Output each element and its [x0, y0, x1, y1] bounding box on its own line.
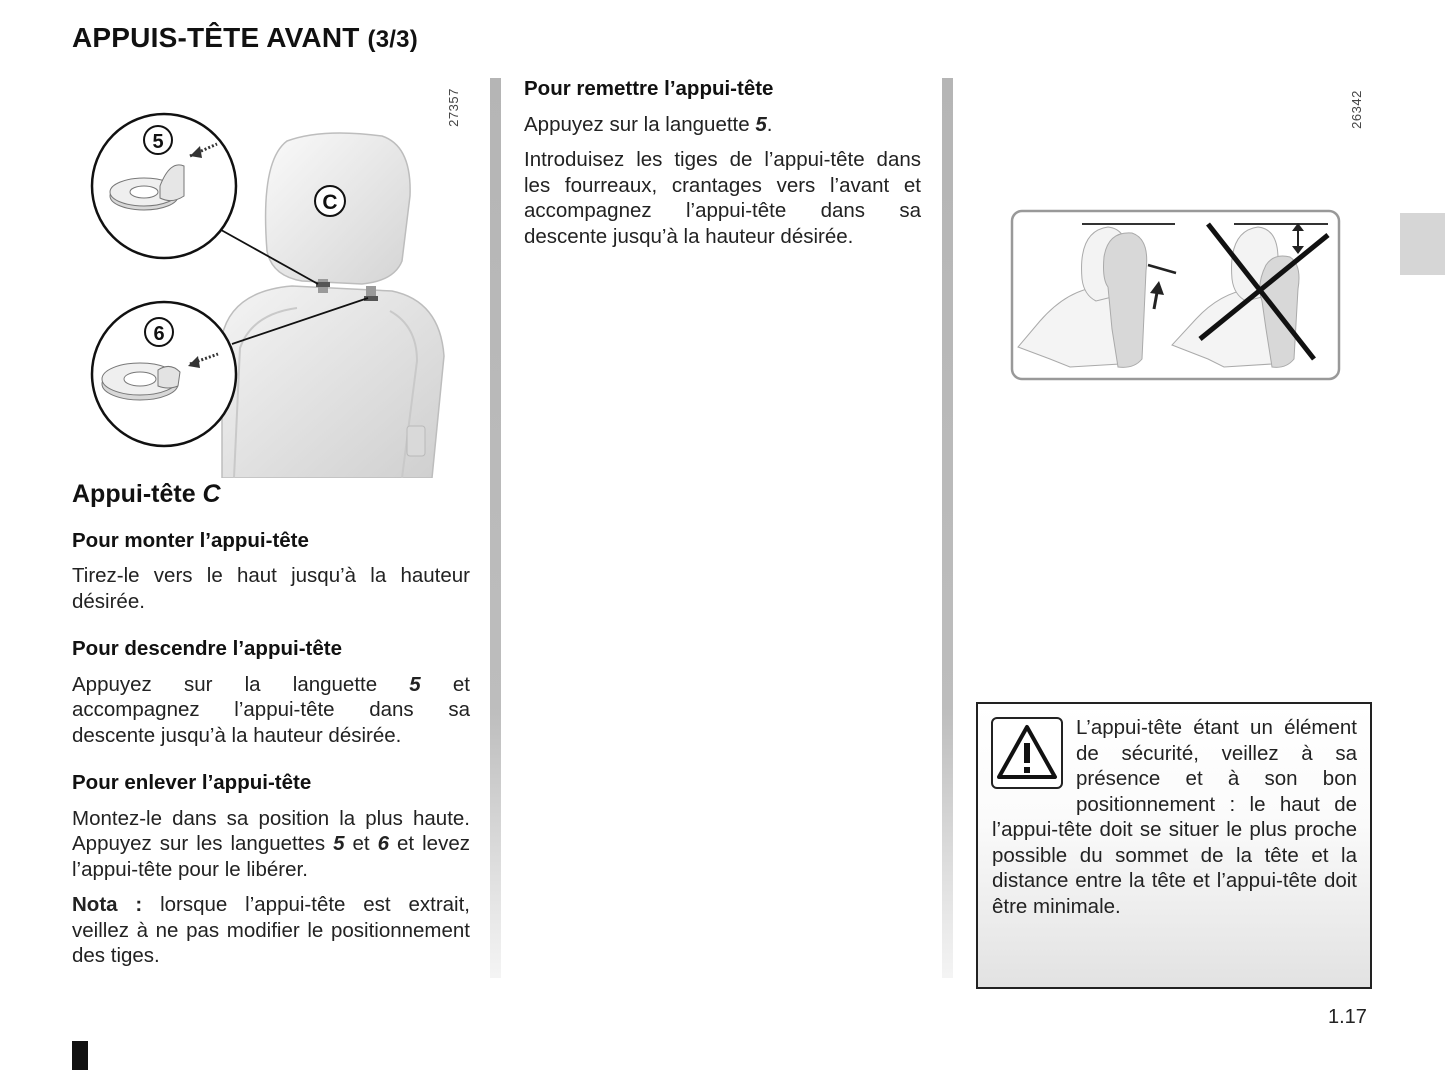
section-heading: [72, 482, 470, 508]
ref-number-5: 5: [409, 672, 421, 696]
text-fragment: Appuyez sur la languette: [524, 112, 756, 136]
section-heading-text: Appui-tête: [72, 480, 203, 508]
page-number: 1.17: [1328, 1006, 1367, 1028]
column-divider-right: [942, 78, 953, 978]
paragraph-enlever: [72, 806, 470, 883]
text-fragment: et accompagnez l’appui-tête dans sa descente jusqu’à la hauteur désirée.: [72, 672, 470, 747]
figure-id-left: 27357: [445, 88, 461, 127]
subhead-monter: Pour monter l’appui-tête: [72, 528, 309, 552]
ref-number-6: 6: [377, 832, 390, 855]
subhead-enlever: Pour enlever l’appui-tête: [72, 771, 312, 794]
middle-column: [524, 76, 921, 249]
headrest-seat-drawing: [72, 86, 472, 478]
safety-warning-box: [976, 702, 1372, 989]
ref-number-5: 5: [755, 112, 767, 136]
section-heading-letter: C: [202, 480, 221, 508]
callout-label-6: 6: [153, 323, 165, 345]
figure-id-right: 26342: [1348, 90, 1364, 129]
paragraph-monter: Tirez-le vers le haut jusqu’à la hauteur désirée.: [72, 564, 470, 613]
page-title: [72, 22, 418, 54]
text-fragment: et: [344, 832, 378, 855]
subhead-descendre: Pour descendre l’appui-tête: [72, 637, 342, 660]
page-corner-mark: [72, 1041, 88, 1070]
ref-number-5: 5: [333, 832, 345, 855]
headrest-seat-illustration: [72, 86, 472, 478]
nota-label: Nota :: [72, 893, 143, 916]
paragraph-remettre-1: [524, 112, 921, 138]
text-fragment: Montez-le dans sa position la plus haute. Appuyez sur les languettes: [72, 806, 470, 855]
text-fragment: .: [766, 112, 773, 136]
subhead-remettre: Pour remettre l’appui-tête: [524, 77, 774, 100]
chapter-tab-marker: [1400, 213, 1445, 275]
headrest-position-diagram: [1010, 209, 1341, 381]
paragraph-remettre-2: Introduisez les tiges de l’appui-tête dans les fourreaux, crantages vers l’avant et accompagnez l’appui-tête dans sa descente jusqu’à la hauteur désirée.: [524, 148, 921, 248]
headrest-position-drawing: [1010, 209, 1341, 381]
callout-label-5: 5: [152, 131, 164, 153]
warning-text-block: [992, 715, 1357, 919]
nota-text: lorsque l’appui-tête est extrait, veillez à ne pas modifier le positionnement des tiges.: [72, 893, 470, 967]
paragraph-descendre: [72, 672, 470, 749]
text-fragment: et levez l’appui-tête pour le libérer.: [72, 832, 470, 881]
page-title-text: APPUIS-TÊTE AVANT: [72, 22, 360, 53]
page-title-suffix: (3/3): [367, 26, 418, 53]
paragraph-nota: [72, 892, 470, 969]
text-fragment: Appuyez sur la languette: [72, 672, 410, 696]
callout-label-c: C: [322, 191, 338, 214]
warning-text: L’appui-tête étant un élément de sécurité, veillez à sa présence et à son bon positionnement : le haut de l’appui-tête doit se situer le plus proche possible du sommet de la tête et la distance entre la tête et l’appui-tête doit être minimale.: [992, 716, 1357, 918]
left-column: [72, 482, 470, 969]
column-divider-left: [490, 78, 501, 978]
